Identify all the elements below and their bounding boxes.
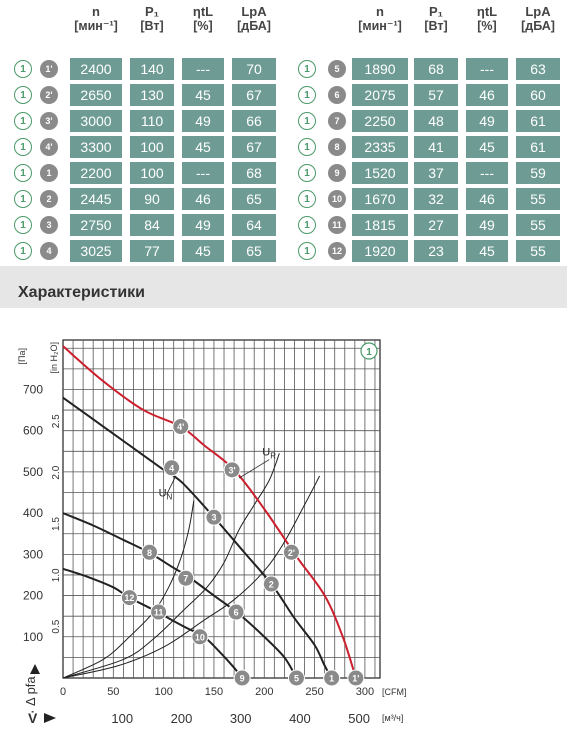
table-row [0, 214, 567, 236]
x-tick-label: 250 [305, 686, 324, 698]
cell-n: 1670 [352, 188, 408, 210]
y-tick-label: 600 [22, 423, 43, 438]
fan-curve-chart [0, 328, 567, 738]
y-tick-label: 300 [22, 547, 43, 562]
operating-point-label: 2 [268, 579, 274, 590]
header-lpa-left: LpA [дБА] [237, 4, 271, 33]
cell-n: 1815 [352, 214, 408, 236]
x2-tick-label: 400 [289, 711, 311, 726]
x2-tick-label: 300 [229, 711, 252, 726]
cell-p1: 68 [414, 58, 458, 80]
y2-tick-label: 1.5 [51, 517, 62, 531]
x-tick-label: 0 [59, 686, 67, 698]
y2-tick-label: 1.0 [51, 568, 62, 583]
point-badge: 4 [40, 242, 58, 260]
point-badge: 3 [40, 216, 58, 234]
x-tick-label: 300 [355, 686, 375, 698]
point-badge: 4' [40, 138, 58, 156]
cell-n: 1920 [352, 240, 408, 262]
cell-lpa: 55 [516, 240, 560, 262]
x-tick-label: 50 [107, 686, 120, 698]
cell-eta: --- [182, 162, 224, 184]
cell-eta: 46 [182, 188, 224, 210]
cell-lpa: 59 [516, 162, 560, 184]
cell-lpa: 55 [516, 188, 560, 210]
cell-p1: 57 [414, 84, 458, 106]
cell-p1: 37 [414, 162, 458, 184]
header-eta-left: ηtL [%] [192, 4, 214, 33]
point-badge: 9 [328, 164, 346, 182]
cell-lpa: 67 [232, 84, 276, 106]
x2-tick-label: 100 [111, 711, 134, 726]
point-badge: 11 [328, 216, 346, 234]
cell-n: 2400 [70, 58, 122, 80]
cell-eta: 49 [182, 110, 224, 132]
cell-eta: --- [466, 58, 508, 80]
curve-badge: 1 [298, 216, 316, 234]
x2-tick-label: 200 [170, 711, 193, 726]
operating-point-label: 6 [233, 607, 239, 618]
cell-p1: 32 [414, 188, 458, 210]
curve-badge: 1 [298, 112, 316, 130]
header-n-right: n [мин⁻¹] [358, 4, 402, 33]
cell-lpa: 60 [516, 84, 560, 106]
cell-lpa: 67 [232, 136, 276, 158]
y2-tick-label: 2.0 [51, 465, 62, 480]
cell-eta: 45 [182, 136, 224, 158]
y-tick-label: 100 [22, 629, 43, 644]
cell-eta: 49 [466, 110, 508, 132]
curve-badge: 1 [14, 164, 32, 182]
curve-badge: 1 [298, 60, 316, 78]
header-eta-right: ηtL [%] [476, 4, 498, 33]
table-row [0, 84, 567, 106]
cell-lpa: 66 [232, 110, 276, 132]
x-tick-label: 100 [154, 686, 173, 698]
curve-badge: 1 [298, 190, 316, 208]
operating-point-label: 10 [194, 632, 205, 643]
curve-badge: 1 [14, 112, 32, 130]
curve-badge: 1 [298, 242, 316, 260]
curve-badge-label: 1 [366, 347, 372, 358]
point-badge: 10 [328, 190, 346, 208]
operating-point-label: 3' [228, 465, 236, 476]
point-badge: 12 [328, 242, 346, 260]
cell-p1: 48 [414, 110, 458, 132]
cell-p1: 84 [130, 214, 174, 236]
operating-point-label: 3 [211, 512, 217, 523]
operating-point-label: 9 [239, 673, 245, 684]
cell-lpa: 70 [232, 58, 276, 80]
cell-n: 3000 [70, 110, 122, 132]
y2-tick-label: 2.5 [51, 414, 62, 429]
operating-point-label: 4 [169, 463, 175, 474]
table-row [0, 110, 567, 132]
point-badge: 8 [328, 138, 346, 156]
x-tick-label: 150 [204, 686, 224, 698]
point-badge: 1 [40, 164, 58, 182]
point-badge: 7 [328, 112, 346, 130]
point-badge: 1' [40, 60, 58, 78]
table-row [0, 240, 567, 262]
cell-lpa: 61 [516, 110, 560, 132]
cell-p1: 100 [130, 136, 174, 158]
operating-point-label: 11 [153, 607, 164, 618]
y-tick-label: 200 [22, 588, 43, 603]
cell-p1: 23 [414, 240, 458, 262]
table-row [0, 58, 567, 80]
x2-unit-label: [м³/ч] [382, 713, 404, 723]
x-unit-label: [CFM] [382, 687, 407, 697]
curve-badge: 1 [14, 190, 32, 208]
y-tick-label: 400 [22, 506, 43, 521]
cell-lpa: 64 [232, 214, 276, 236]
curve-badge: 1 [298, 164, 316, 182]
x2-tick-label: 500 [348, 711, 371, 726]
cell-p1: 77 [130, 240, 174, 262]
operating-point-label: 2' [287, 547, 296, 558]
cell-eta: --- [466, 162, 508, 184]
cell-eta: 45 [182, 240, 224, 262]
operating-point-label: 5 [293, 673, 299, 684]
cell-n: 1890 [352, 58, 408, 80]
cell-n: 2650 [70, 84, 122, 106]
curve-label: $U_R$ [262, 446, 276, 461]
y-axis-arrow [30, 664, 40, 674]
cell-lpa: 68 [232, 162, 276, 184]
operating-point-label: 4' [177, 422, 185, 433]
y-unit-label: [Па] [17, 348, 27, 365]
cell-eta: 46 [466, 188, 508, 210]
cell-p1: 41 [414, 136, 458, 158]
point-badge: 3' [40, 112, 58, 130]
cell-n: 2250 [352, 110, 408, 132]
x2-axis-arrow [44, 713, 56, 723]
operating-point-label: 12 [124, 593, 135, 604]
table-row [0, 188, 567, 210]
cell-lpa: 65 [232, 188, 276, 210]
x2-axis-label: V̇ [28, 710, 38, 726]
cell-n: 2200 [70, 162, 122, 184]
cell-p1: 27 [414, 214, 458, 236]
operating-point-label: 7 [183, 573, 189, 584]
operating-point-label: 1 [329, 673, 335, 684]
cell-n: 2075 [352, 84, 408, 106]
x-tick-label: 200 [255, 686, 274, 698]
table-row [0, 162, 567, 184]
y-tick-label: 500 [22, 464, 43, 479]
header-p1-right: P₁ [Вт] [424, 4, 448, 33]
cell-eta: 49 [182, 214, 224, 236]
cell-n: 2445 [70, 188, 122, 210]
curve-label: $U_N$ [158, 487, 173, 502]
table-row [0, 136, 567, 158]
cell-eta: 45 [182, 84, 224, 106]
cell-lpa: 65 [232, 240, 276, 262]
cell-p1: 90 [130, 188, 174, 210]
curve-badge: 1 [14, 242, 32, 260]
y-axis-label: Δ pfa [23, 676, 38, 706]
cell-eta: 46 [466, 84, 508, 106]
cell-n: 3025 [70, 240, 122, 262]
cell-p1: 100 [130, 162, 174, 184]
cell-eta: 45 [466, 240, 508, 262]
operating-point-label: 8 [147, 547, 153, 558]
cell-eta: 45 [466, 136, 508, 158]
cell-n: 2750 [70, 214, 122, 236]
cell-n: 2335 [352, 136, 408, 158]
curve-badge: 1 [298, 86, 316, 104]
y2-unit-label: [in H₂O] [49, 342, 59, 374]
cell-p1: 140 [130, 58, 174, 80]
header-lpa-right: LpA [дБА] [521, 4, 555, 33]
curve-badge: 1 [14, 86, 32, 104]
cell-lpa: 63 [516, 58, 560, 80]
cell-lpa: 55 [516, 214, 560, 236]
header-p1-left: P₁ [Вт] [140, 4, 164, 33]
section-title: Характеристики [18, 284, 146, 301]
curve-badge: 1 [298, 138, 316, 156]
cell-lpa: 61 [516, 136, 560, 158]
cell-n: 3300 [70, 136, 122, 158]
cell-eta: 49 [466, 214, 508, 236]
operating-point-label: 1' [352, 673, 360, 684]
cell-n: 1520 [352, 162, 408, 184]
curve-badge: 1 [14, 216, 32, 234]
curve-badge: 1 [14, 138, 32, 156]
cell-p1: 130 [130, 84, 174, 106]
curve-badge: 1 [14, 60, 32, 78]
point-badge: 2 [40, 190, 58, 208]
cell-eta: --- [182, 58, 224, 80]
y2-tick-label: 0.5 [51, 619, 62, 634]
plot-frame [63, 340, 380, 678]
point-badge: 6 [328, 86, 346, 104]
y-tick-label: 700 [22, 382, 43, 397]
cell-p1: 110 [130, 110, 174, 132]
point-badge: 5 [328, 60, 346, 78]
header-n-left: n [мин⁻¹] [74, 4, 118, 33]
point-badge: 2' [40, 86, 58, 104]
